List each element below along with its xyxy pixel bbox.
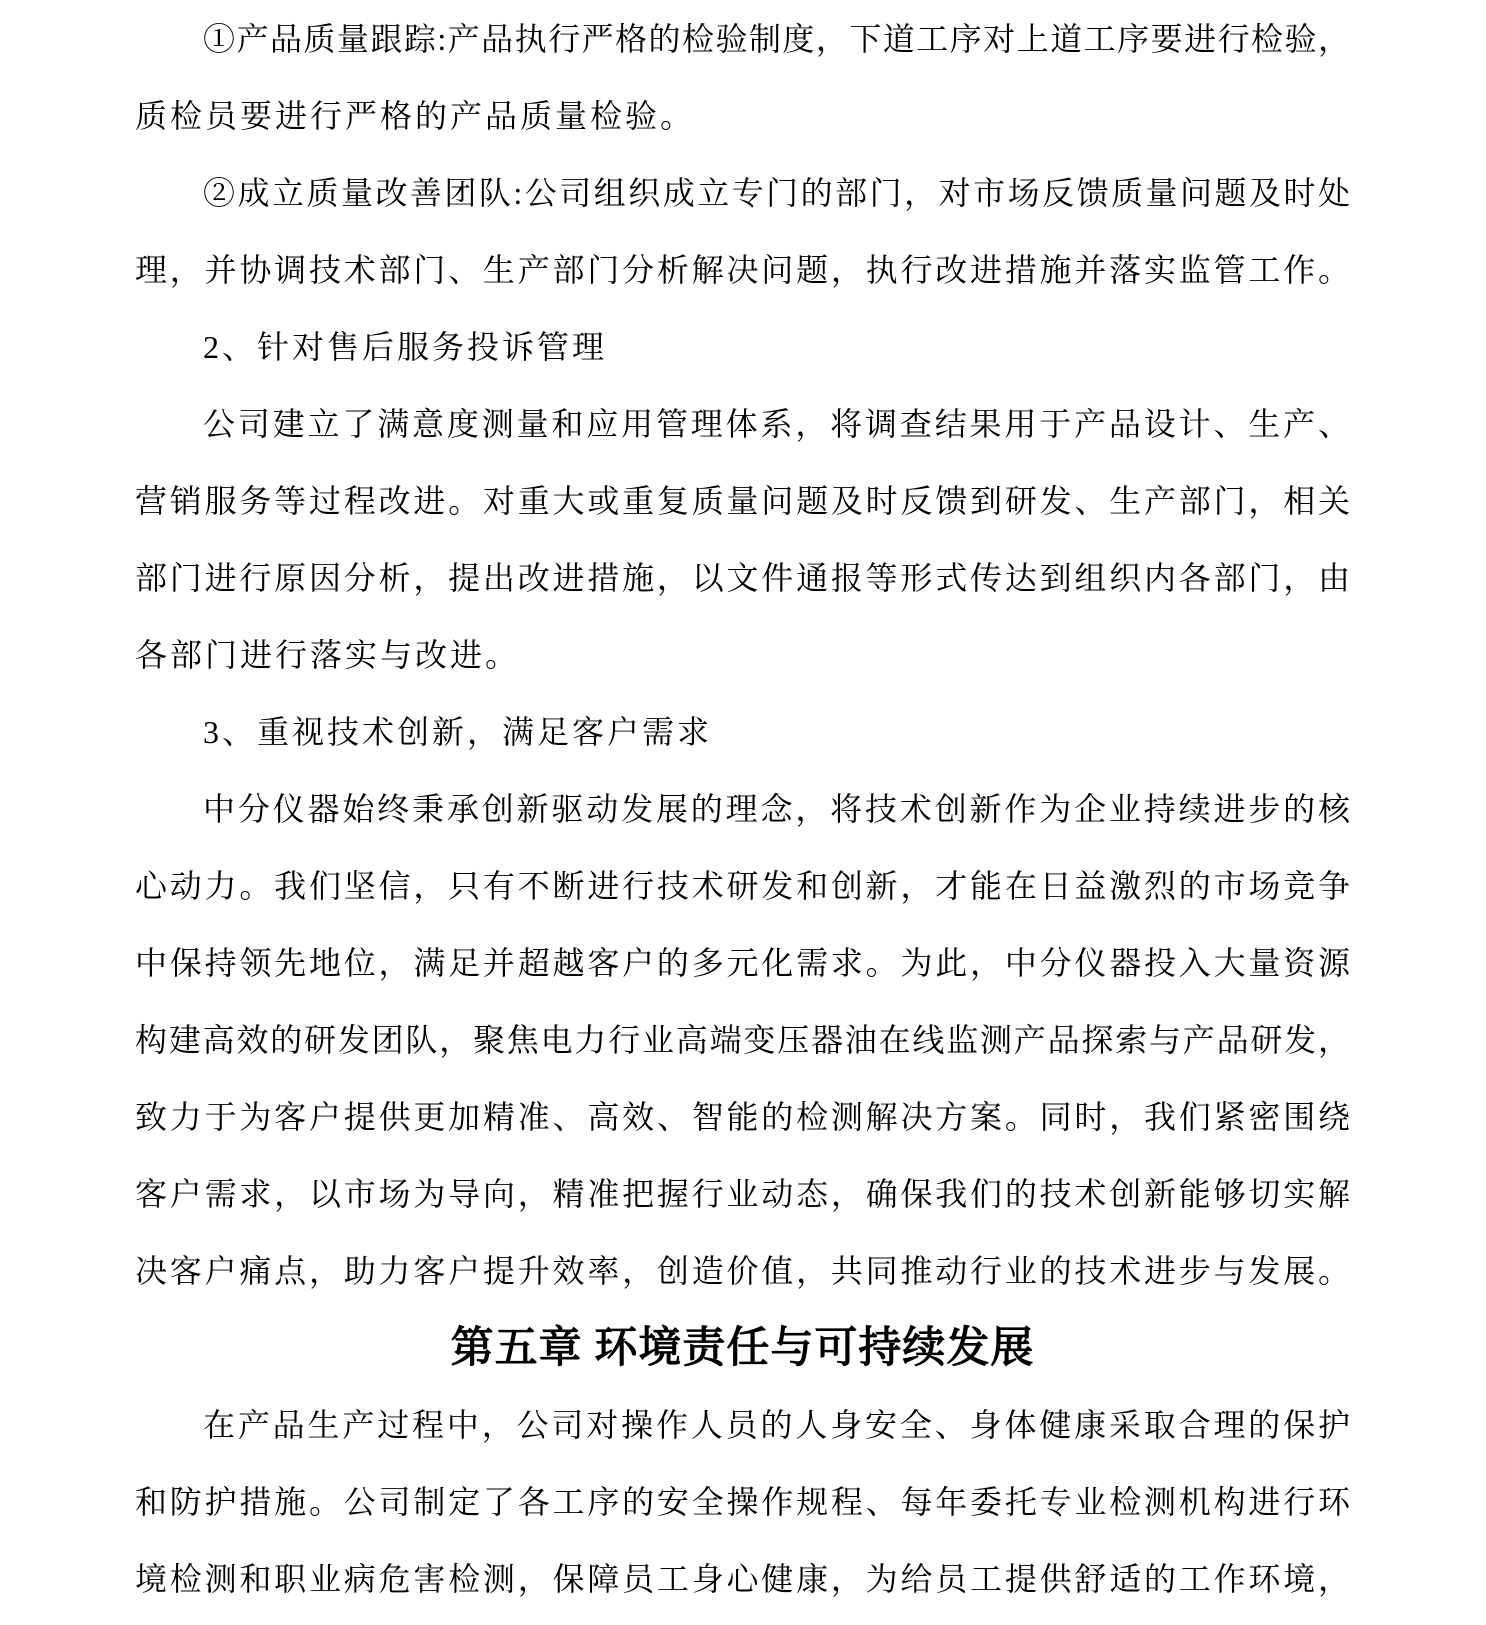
text-line: 理，并协调技术部门、生产部门分析解决问题，执行改进措施并落实监管工作。: [135, 252, 1350, 288]
text-line: 境检测和职业病危害检测，保障员工身心健康，为给员工提供舒适的工作环境，: [135, 1561, 1350, 1597]
text-line: 中保持领先地位，满足并超越客户的多元化需求。为此，中分仪器投入大量资源: [135, 945, 1350, 981]
text-line: 3、重视技术创新，满足客户需求: [203, 714, 713, 750]
text-line: 中分仪器始终秉承创新驱动发展的理念，将技术创新作为企业持续进步的核: [203, 791, 1350, 827]
text-line: 构建高效的研发团队，聚焦电力行业高端变压器油在线监测产品探索与产品研发，: [135, 1022, 1350, 1058]
text-line: 和防护措施。公司制定了各工序的安全操作规程、每年委托专业检测机构进行环: [135, 1484, 1350, 1520]
text-line: 公司建立了满意度测量和应用管理体系，将调查结果用于产品设计、生产、: [203, 406, 1350, 442]
text-line: 在产品生产过程中，公司对操作人员的人身安全、身体健康采取合理的保护: [203, 1407, 1350, 1443]
text-line: 致力于为客户提供更加精准、高效、智能的检测解决方案。同时，我们紧密围绕: [135, 1099, 1350, 1135]
text-line: 2、针对售后服务投诉管理: [203, 329, 608, 365]
text-line: 质检员要进行严格的产品质量检验。: [135, 98, 696, 134]
text-line: 客户需求，以市场为导向，精准把握行业动态，确保我们的技术创新能够切实解: [135, 1176, 1350, 1212]
text-line: 各部门进行落实与改进。: [135, 637, 521, 673]
document-body: [135, 1, 1350, 1618]
text-line: 决客户痛点，助力客户提升效率，创造价值，共同推动行业的技术进步与发展。: [135, 1253, 1350, 1289]
text-line: 心动力。我们坚信，只有不断进行技术研发和创新，才能在日益激烈的市场竞争: [135, 868, 1350, 904]
text-line: 部门进行原因分析，提出改进措施，以文件通报等形式传达到组织内各部门，由: [135, 560, 1350, 596]
text-line: 营销服务等过程改进。对重大或重复质量问题及时反馈到研发、生产部门，相关: [135, 483, 1350, 519]
chapter-heading: 第五章 环境责任与可持续发展: [450, 1325, 1035, 1372]
text-line: ②成立质量改善团队:公司组织成立专门的部门，对市场反馈质量问题及时处: [203, 175, 1350, 211]
text-line: ①产品质量跟踪:产品执行严格的检验制度，下道工序对上道工序要进行检验，: [203, 21, 1350, 57]
